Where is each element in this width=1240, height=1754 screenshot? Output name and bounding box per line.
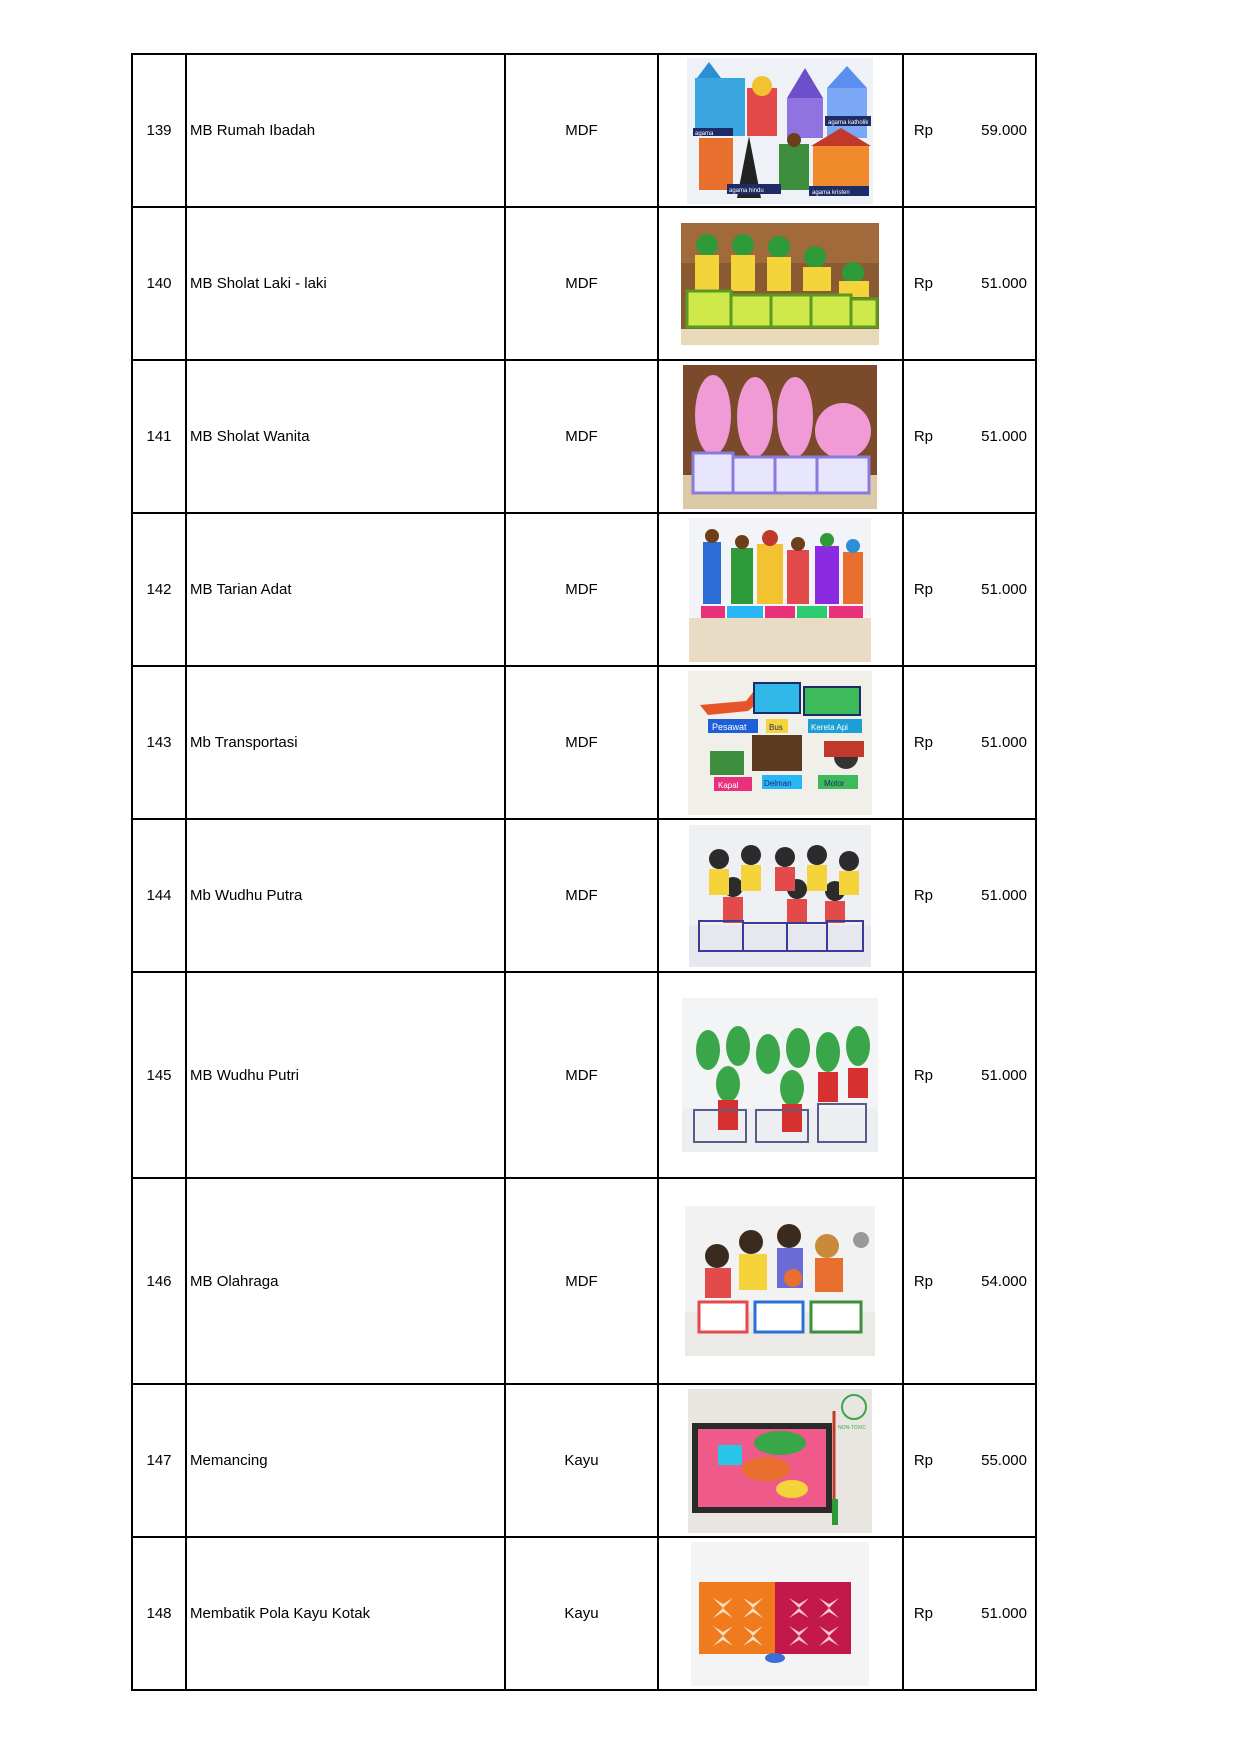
non-toxic-badge: NON-TOXIC bbox=[838, 1424, 867, 1431]
table-row bbox=[132, 54, 1036, 207]
table-row bbox=[132, 207, 1036, 360]
item-price: 51.000 bbox=[981, 887, 1027, 904]
item-number: 147 bbox=[132, 1384, 186, 1537]
membatik-photo bbox=[691, 1542, 869, 1686]
olahraga-photo bbox=[685, 1206, 875, 1356]
item-material: MDF bbox=[505, 666, 657, 819]
item-price: 59.000 bbox=[981, 122, 1027, 139]
rumah-ibadah-photo bbox=[687, 58, 873, 204]
label-agama-katholik: agama katholik bbox=[828, 119, 869, 126]
item-name: MB Sholat Wanita bbox=[186, 360, 505, 513]
label-motor: Motor bbox=[824, 778, 845, 788]
label-kereta: Kereta Api bbox=[811, 722, 849, 732]
item-price: 51.000 bbox=[981, 581, 1027, 598]
transportasi-photo bbox=[688, 671, 872, 815]
item-price: 54.000 bbox=[981, 1272, 1027, 1290]
tarian-adat-photo bbox=[689, 518, 871, 662]
item-name: Mb Wudhu Putra bbox=[186, 819, 505, 972]
table-row bbox=[132, 1537, 1036, 1690]
item-material: MDF bbox=[505, 207, 657, 360]
item-material: MDF bbox=[505, 972, 657, 1178]
item-material: MDF bbox=[505, 1178, 657, 1384]
table-row bbox=[132, 972, 1036, 1178]
table-row bbox=[132, 513, 1036, 666]
item-price: 51.000 bbox=[981, 1066, 1027, 1084]
wudhu-putra-photo bbox=[689, 825, 871, 967]
currency-label: Rp bbox=[913, 1066, 933, 1084]
currency-label: Rp bbox=[913, 275, 933, 292]
item-name: MB Olahraga bbox=[186, 1178, 505, 1384]
product-table bbox=[131, 53, 1037, 1691]
label-bus: Bus bbox=[769, 722, 783, 732]
item-price: 51.000 bbox=[981, 428, 1027, 445]
sholat-wanita-photo bbox=[683, 365, 877, 509]
currency-label: Rp bbox=[913, 887, 933, 904]
table-row bbox=[132, 666, 1036, 819]
memancing-photo bbox=[688, 1389, 872, 1533]
item-name: MB Rumah Ibadah bbox=[186, 54, 505, 207]
table-row bbox=[132, 1384, 1036, 1537]
label-delman: Delman bbox=[764, 778, 792, 788]
label-agama-kristen: agama kristen bbox=[812, 189, 850, 196]
wudhu-putri-photo bbox=[682, 998, 878, 1152]
item-material: MDF bbox=[505, 819, 657, 972]
label-agama: agama bbox=[695, 130, 714, 137]
item-number: 144 bbox=[132, 819, 186, 972]
item-number: 142 bbox=[132, 513, 186, 666]
currency-label: Rp bbox=[913, 1272, 933, 1290]
item-name: MB Tarian Adat bbox=[186, 513, 505, 666]
currency-label: Rp bbox=[913, 734, 933, 751]
currency-label: Rp bbox=[913, 581, 933, 598]
currency-label: Rp bbox=[913, 428, 933, 445]
item-price: 55.000 bbox=[981, 1452, 1027, 1469]
label-agama-hindu: agama hindu bbox=[729, 187, 764, 194]
item-name: Membatik Pola Kayu Kotak bbox=[186, 1537, 505, 1690]
item-number: 143 bbox=[132, 666, 186, 819]
currency-label: Rp bbox=[913, 1452, 933, 1469]
label-kapal: Kapal bbox=[718, 780, 739, 790]
currency-label: Rp bbox=[913, 1605, 933, 1622]
table-row bbox=[132, 1178, 1036, 1384]
sholat-laki-photo bbox=[681, 223, 879, 345]
item-material: MDF bbox=[505, 513, 657, 666]
item-number: 141 bbox=[132, 360, 186, 513]
item-name: Mb Transportasi bbox=[186, 666, 505, 819]
item-name: MB Wudhu Putri bbox=[186, 972, 505, 1178]
table-row bbox=[132, 360, 1036, 513]
item-number: 146 bbox=[132, 1178, 186, 1384]
currency-label: Rp bbox=[913, 122, 933, 139]
table-row bbox=[132, 819, 1036, 972]
item-material: Kayu bbox=[505, 1384, 657, 1537]
item-number: 140 bbox=[132, 207, 186, 360]
item-name: MB Sholat Laki - laki bbox=[186, 207, 505, 360]
item-price: 51.000 bbox=[981, 734, 1027, 751]
item-name: Memancing bbox=[186, 1384, 505, 1537]
item-number: 148 bbox=[132, 1537, 186, 1690]
label-pesawat: Pesawat bbox=[712, 721, 747, 732]
item-price: 51.000 bbox=[981, 275, 1027, 292]
item-number: 139 bbox=[132, 54, 186, 207]
item-material: Kayu bbox=[505, 1537, 657, 1690]
item-number: 145 bbox=[132, 972, 186, 1178]
item-material: MDF bbox=[505, 360, 657, 513]
item-price: 51.000 bbox=[981, 1605, 1027, 1622]
item-material: MDF bbox=[505, 54, 657, 207]
